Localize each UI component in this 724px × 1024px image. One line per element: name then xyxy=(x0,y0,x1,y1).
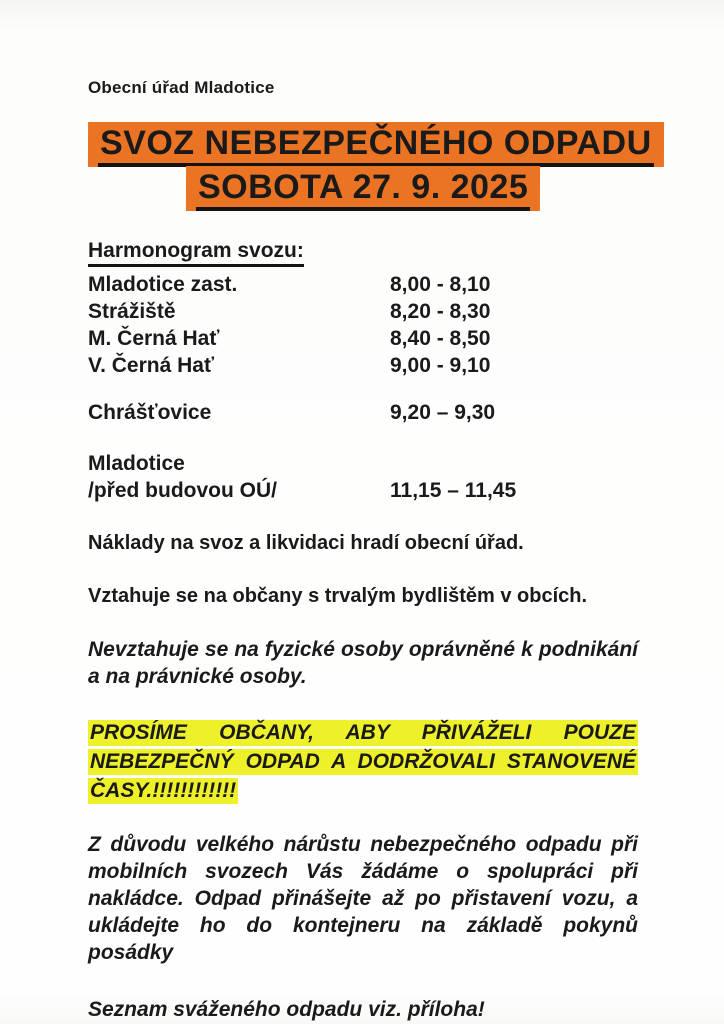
title-line2: SOBOTA 27. 9. 2025 xyxy=(196,170,530,211)
schedule-section xyxy=(88,239,638,504)
schedule-spacer xyxy=(88,379,638,399)
schedule-row xyxy=(88,450,638,504)
paragraph-costs: Náklady na svoz a likvidaci hradí obecní úřad. xyxy=(88,532,524,554)
schedule-time: 11,15 – 11,45 xyxy=(390,479,517,502)
title-line1: SVOZ NEBEZPEČNÉHO ODPADU xyxy=(98,126,654,167)
schedule-time: 9,00 - 9,10 xyxy=(390,354,491,377)
schedule-row xyxy=(88,399,638,426)
schedule-place: V. Černá Hať xyxy=(88,354,215,377)
schedule-place: M. Černá Hať xyxy=(88,327,220,350)
schedule-row xyxy=(88,271,638,298)
title-line2-highlight xyxy=(186,166,540,211)
schedule-spacer xyxy=(88,426,638,450)
paragraph-applies: Vztahuje se na občany s trvalým bydlištěm v obcích. xyxy=(88,585,588,607)
schedule-time: 8,00 - 8,10 xyxy=(390,273,491,296)
schedule-place: Strážiště xyxy=(88,300,176,323)
title-block xyxy=(88,122,652,211)
schedule-heading: Harmonogram svozu: xyxy=(88,239,304,267)
schedule-row xyxy=(88,352,638,379)
paragraph-warning-highlighted: PROSÍME OBČANY, ABY PŘIVÁŽELI POUZE NEBEZPEČNÝ ODPAD A DODRŽOVALI STANOVENÉ ČASY.!!!!!!!!!!!! xyxy=(90,721,636,802)
schedule-time: 8,40 - 8,50 xyxy=(390,327,491,350)
schedule-time: 9,20 – 9,30 xyxy=(390,401,496,424)
paragraph-attachment: Seznam sváženého odpadu viz. příloha! xyxy=(88,998,485,1021)
paragraph-not-applies: Nevztahuje se na fyzické osoby oprávněné k podnikání a na právnické osoby. xyxy=(88,638,638,688)
schedule-row xyxy=(88,325,638,352)
schedule-place xyxy=(88,450,390,504)
title-line1-highlight xyxy=(88,122,664,167)
schedule-place-name: Mladotice xyxy=(88,452,185,475)
paragraph-warning-wrap xyxy=(88,718,638,805)
schedule-place: Mladotice zast. xyxy=(88,273,238,296)
paragraph-cooperation: Z důvodu velkého nárůstu nebezpečného odpadu při mobilních svozech Vás žádáme o spolupráci při nakládce. Odpad přinášejte až po přistavení vozu, a ukládejte ho do kontejneru na základě pokynů posádky xyxy=(88,833,638,964)
schedule-time: 8,20 - 8,30 xyxy=(390,300,491,323)
schedule-row xyxy=(88,298,638,325)
org-name: Obecní úřad Mladotice xyxy=(88,78,275,97)
schedule-place-note: /před budovou OÚ/ xyxy=(88,479,277,502)
schedule-place: Chrášťovice xyxy=(88,401,212,424)
